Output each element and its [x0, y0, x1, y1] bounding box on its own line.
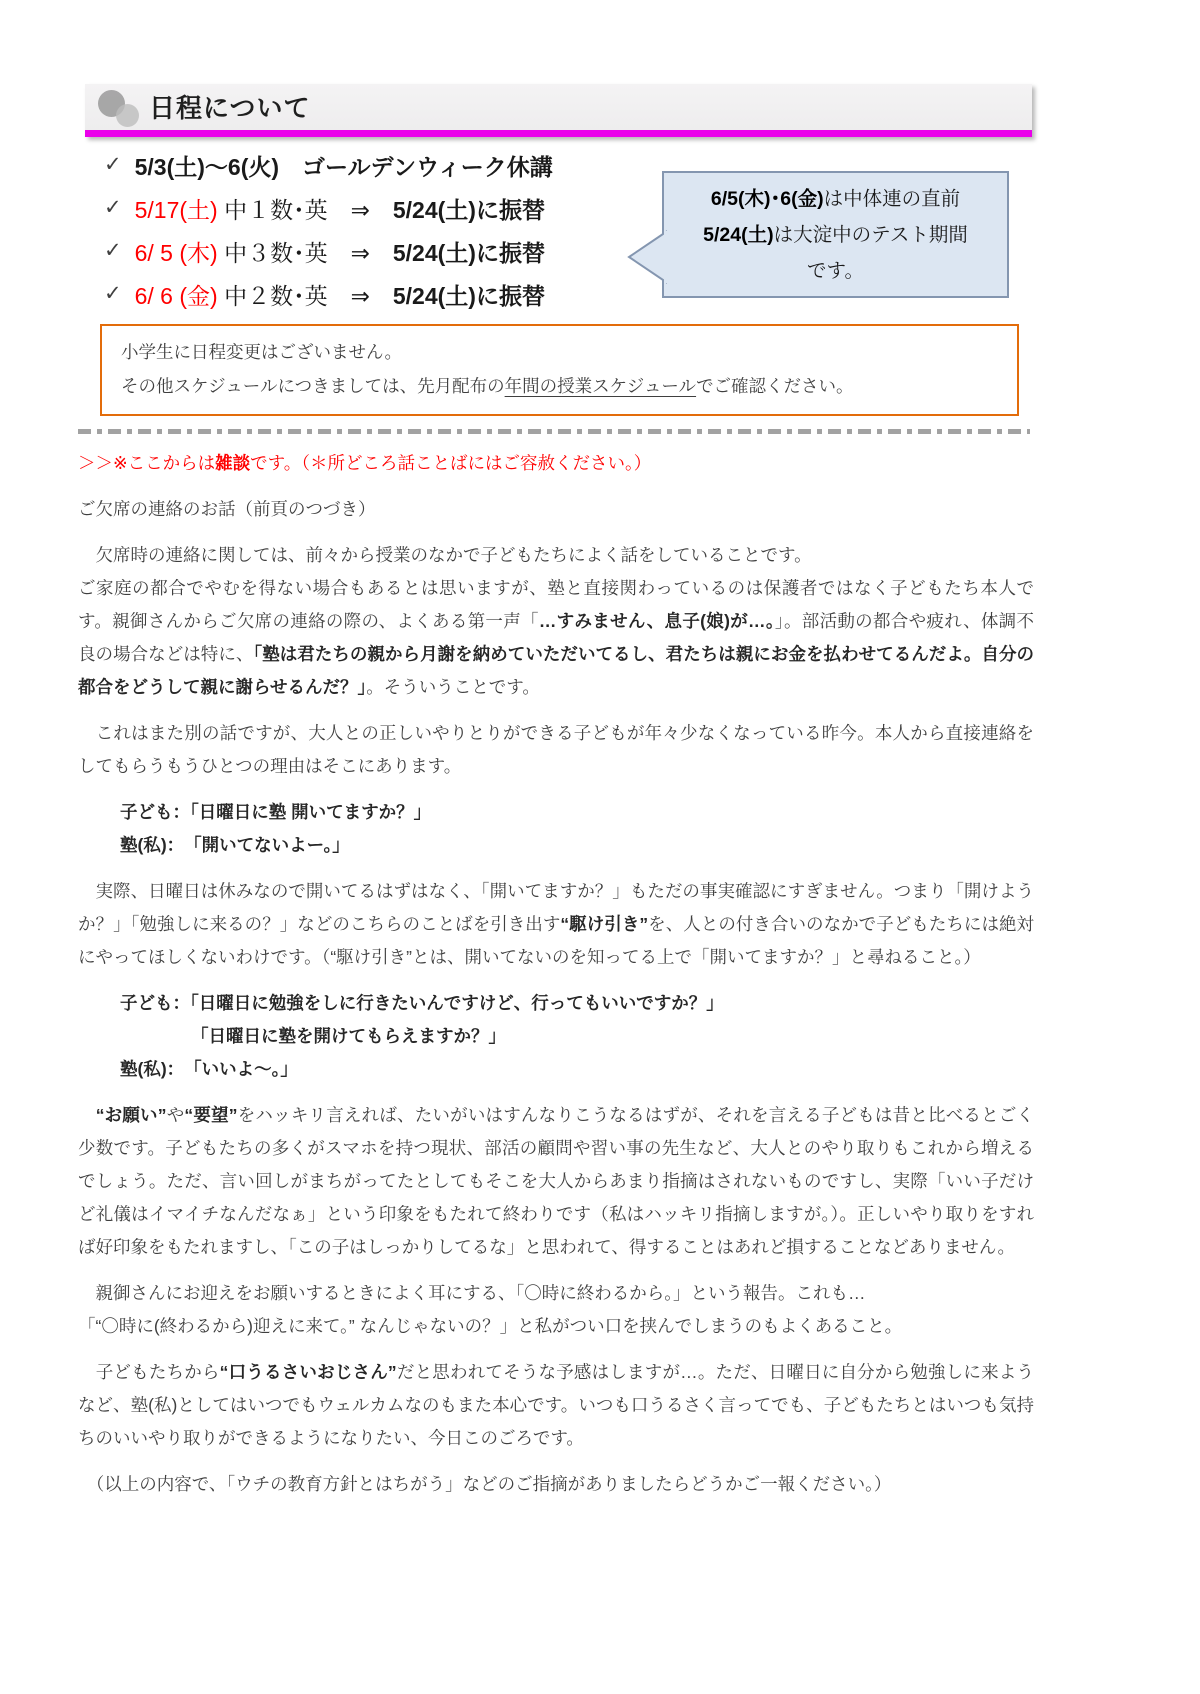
schedule-item-text: 6/ 6 (金) 中２数･英 ⇒ 5/24(土)に振替	[134, 283, 545, 309]
dashed-divider	[78, 429, 1030, 434]
schedule-item-text: 5/3(土)～6(火) ゴールデンウィーク休講	[134, 154, 553, 180]
paragraph-another-topic: これはまた別の話ですが、大人との正しいやりとりができる子どもが年々少なくなっている昨今。本人から直接連絡をしてもらうもうひとつの理由はそこにあります。	[78, 723, 1034, 776]
section-title: 日程について	[149, 93, 311, 123]
notice-box	[100, 324, 1019, 416]
checkmark-icon: ✓	[104, 196, 122, 219]
schedule-item	[104, 273, 664, 316]
callout-pointer-icon	[626, 230, 667, 284]
checkmark-icon: ✓	[104, 153, 122, 176]
dialogue-line: 子ども：「日曜日に塾 開いてますか？」	[120, 802, 432, 822]
paragraph-absence: 欠席時の連絡に関しては、前々から授業のなかで子どもたちによく話をしていることです。 ご家庭の都合でやむを得ない場合もあるとは思いますが、塾と直接関わっているのは保護者ではなく子どもたち本人です。親御さんからご欠席の連絡の際の、よくある第一声「…すみません、息子(娘)が…。」。部活動の都合や疲れ、体調不良の場合などは特に、「塾は君たちの親から月謝を納めていただいてるし、君たちは親にお金を払わせてるんだよ。自分の都合をどうして親に謝らせるんだ？」。そういうことです。	[78, 545, 1035, 697]
dialogue-line: 塾(私)： 「いいよ～。」	[120, 1059, 298, 1079]
schedule-item-text: 5/17(土) 中１数･英 ⇒ 5/24(土)に振替	[134, 197, 545, 223]
schedule-item	[104, 187, 664, 230]
checkmark-icon: ✓	[104, 282, 122, 305]
paragraph-pickup: 親御さんにお迎えをお願いするときによく耳にする、「〇時に終わるから。」という報告。これも… 「“〇時に(終わるから)迎えに来て。” なんじゃないの？」と私がつい口を挟んでしまうのもよくあること。	[78, 1283, 903, 1336]
callout-line: です。	[807, 259, 864, 282]
checkmark-icon: ✓	[104, 239, 122, 262]
schedule-list	[104, 144, 664, 316]
dialogue-line: 子ども：「日曜日に勉強をしに行きたいんですけど、行ってもいいですか？」	[120, 993, 724, 1013]
callout-bubble	[662, 171, 1009, 298]
dialogue-line: 「日曜日に塾を開けてもらえますか？」	[191, 1026, 506, 1046]
decorative-circle-icon	[116, 104, 139, 127]
paragraph-intro: ご欠席の連絡のお話（前頁のつづき）	[78, 499, 376, 519]
callout-line: 6/5(木)･6(金)は中体連の直前	[710, 187, 961, 210]
paragraph-request: “お願い”や“要望”をハッキリ言えれば、たいがいはすんなりこうなるはずが、それを言える子どもは昔と比べるとごく少数です。子どもたちの多くがスマホを持つ現状、部活の顧問や習い事の先生など、大人とのやり取りもこれから増えるでしょう。ただ、言い回しがまちがってたとしてもそこを大人からあまり指摘はされないものですし、実際「いい子だけど礼儀はイマイチなんだなぁ」という印象をもたれて終わりです（私はハッキリ指摘しますが。）。正しいやり取りをすれば好印象をもたれますし、「この子はしっかりしてるな」と思われて、得することはあれど損することなどありません。	[78, 1105, 1035, 1257]
dialogue-block	[120, 796, 1034, 862]
notice-line: その他スケジュールにつきましては、先月配布の年間の授業スケジュールでご確認ください。	[121, 376, 854, 396]
schedule-item-text: 6/ 5 (木) 中３数･英 ⇒ 5/24(土)に振替	[134, 240, 545, 266]
paragraph-final-note: （以上の内容で、「ウチの教育方針とはちがう」などのご指摘がありましたらどうかご一報ください。）	[78, 1474, 892, 1494]
chat-section-note: ＞＞※ここからは雑談です。（＊所どころ話ことばにはご容赦ください。）	[78, 453, 652, 473]
paragraph-actually: 実際、日曜日は休みなので開いてるはずはなく、「開いてますか？」もただの事実確認にすぎません。つまり「開けようか？」「勉強しに来るの？」などのこちらのことばを引き出す“駆け引き”を、人との付き合いのなかで子どもたちには絶対にやってほしくないわけです。（“駆け引き”とは、開いてないのを知ってる上で「開いてますか？」と尋ねること。）	[78, 881, 1035, 967]
text-body	[78, 447, 1034, 1514]
schedule-item	[104, 230, 664, 273]
dialogue-line: 塾(私)： 「開いてないよー。」	[120, 835, 350, 855]
paragraph-uncle: 子どもたちから“口うるさいおじさん”だと思われてそうな予感はしますが…。ただ、日曜日に自分から勉強しに来ようなど、塾(私)としてはいつでもウェルカムなのもまた本心です。いつも口うるさく言ってでも、子どもたちとはいつも気持ちのいいやり取りができるようになりたい、今日このごろです。	[78, 1362, 1035, 1448]
notice-line: 小学生に日程変更はございません。	[121, 342, 403, 362]
dialogue-block	[120, 987, 1034, 1086]
callout-line: 5/24(土)は大淀中のテスト期間	[703, 223, 968, 246]
section-header-bar	[85, 84, 1032, 137]
schedule-item	[104, 144, 664, 187]
